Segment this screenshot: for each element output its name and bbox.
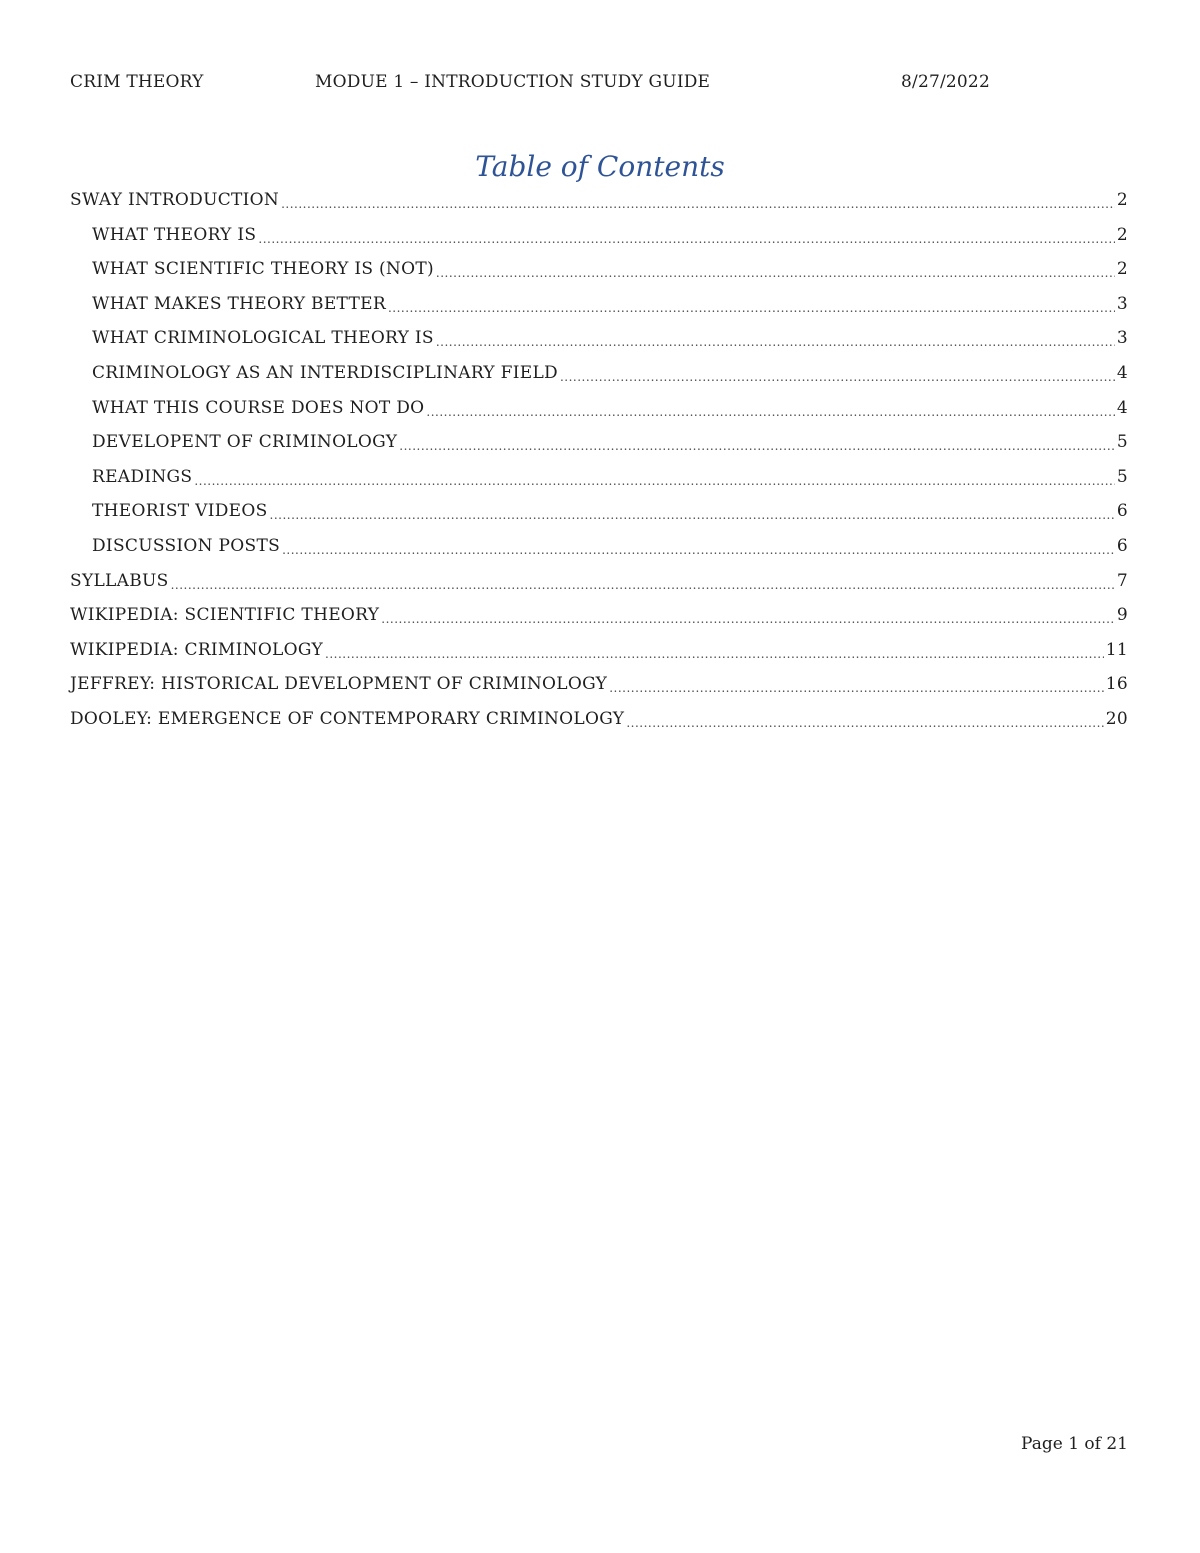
toc-dot-leader: [171, 574, 1115, 594]
toc-entry-page: 20: [1105, 708, 1128, 729]
toc-entry-page: 16: [1105, 674, 1128, 695]
toc-dot-leader: [560, 366, 1115, 386]
toc-entry-page: 2: [1116, 190, 1128, 210]
toc-dot-leader: [609, 677, 1104, 697]
toc-entry-page: 2: [1116, 224, 1128, 245]
toc-dot-leader: [399, 435, 1115, 455]
page-header: [0, 72, 1200, 96]
toc-entry[interactable]: [70, 190, 1128, 225]
toc-entry[interactable]: [70, 294, 1128, 329]
toc-entry-page: 4: [1116, 362, 1128, 383]
toc-entry[interactable]: [70, 467, 1128, 502]
toc-entry-text: SYLLABUS: [70, 570, 169, 591]
toc-entry-text: WHAT MAKES THEORY BETTER: [92, 293, 386, 314]
toc-dot-leader: [436, 262, 1115, 282]
toc-entry-page: 9: [1116, 605, 1128, 626]
toc-entry[interactable]: [70, 709, 1128, 744]
table-of-contents: [70, 190, 1128, 744]
toc-dot-leader: [270, 504, 1115, 524]
toc-entry-page: 6: [1116, 501, 1128, 522]
toc-entry[interactable]: [70, 571, 1128, 606]
toc-entry-text: JEFFREY: HISTORICAL DEVELOPMENT OF CRIMINOLOGY: [70, 674, 608, 695]
toc-entry-text: DOOLEY: EMERGENCE OF CONTEMPORARY CRIMINOLOGY: [70, 708, 625, 729]
toc-entry-text: WHAT THIS COURSE DOES NOT DO: [92, 397, 425, 418]
toc-entry-text: WIKIPEDIA: CRIMINOLOGY: [70, 639, 323, 660]
toc-dot-leader: [281, 193, 1115, 213]
page-number: Page 1 of 21: [1021, 1434, 1128, 1454]
toc-entry-page: 5: [1116, 432, 1128, 453]
toc-dot-leader: [436, 331, 1115, 351]
toc-dot-leader: [194, 470, 1115, 490]
toc-entry[interactable]: [70, 432, 1128, 467]
toc-entry[interactable]: [70, 640, 1128, 675]
toc-entry-page: 3: [1116, 328, 1128, 349]
toc-entry-text: DISCUSSION POSTS: [92, 535, 281, 556]
toc-dot-leader: [381, 608, 1115, 628]
toc-entry-text: SWAY INTRODUCTION: [70, 190, 280, 210]
toc-entry-text: WHAT SCIENTIFIC THEORY IS (NOT): [92, 259, 434, 280]
toc-entry[interactable]: [70, 501, 1128, 536]
toc-entry-page: 3: [1116, 293, 1128, 314]
toc-entry[interactable]: [70, 536, 1128, 571]
toc-entry[interactable]: [70, 674, 1128, 709]
toc-entry[interactable]: [70, 363, 1128, 398]
toc-entry-page: 6: [1116, 535, 1128, 556]
toc-dot-leader: [626, 712, 1103, 732]
toc-entry-page: 7: [1116, 570, 1128, 591]
toc-entry-text: WHAT CRIMINOLOGICAL THEORY IS: [92, 328, 434, 349]
header-course-name: CRIM THEORY: [70, 72, 204, 92]
toc-entry[interactable]: [70, 328, 1128, 363]
toc-entry-text: WIKIPEDIA: SCIENTIFIC THEORY: [70, 605, 380, 626]
toc-entry-text: CRIMINOLOGY AS AN INTERDISCIPLINARY FIELD: [92, 362, 558, 383]
toc-entry[interactable]: [70, 259, 1128, 294]
toc-entry[interactable]: [70, 225, 1128, 260]
toc-entry-text: WHAT THEORY IS: [92, 224, 257, 245]
toc-entry-page: 5: [1116, 466, 1128, 487]
toc-entry[interactable]: [70, 605, 1128, 640]
toc-entry[interactable]: [70, 398, 1128, 433]
toc-entry-text: DEVELOPENT OF CRIMINOLOGY: [92, 432, 398, 453]
toc-dot-leader: [282, 539, 1115, 559]
toc-entry-page: 2: [1116, 259, 1128, 280]
toc-entry-text: READINGS: [92, 466, 193, 487]
toc-entry-text: THEORIST VIDEOS: [92, 501, 268, 522]
toc-dot-leader: [258, 228, 1115, 248]
toc-entry-page: 11: [1105, 639, 1128, 660]
header-document-title: MODUE 1 – INTRODUCTION STUDY GUIDE: [315, 72, 711, 92]
toc-dot-leader: [426, 401, 1114, 421]
toc-dot-leader: [388, 297, 1115, 317]
toc-title: Table of Contents: [475, 150, 725, 183]
header-date: 8/27/2022: [901, 72, 990, 92]
toc-entry-page: 4: [1116, 397, 1128, 418]
toc-dot-leader: [325, 643, 1104, 663]
